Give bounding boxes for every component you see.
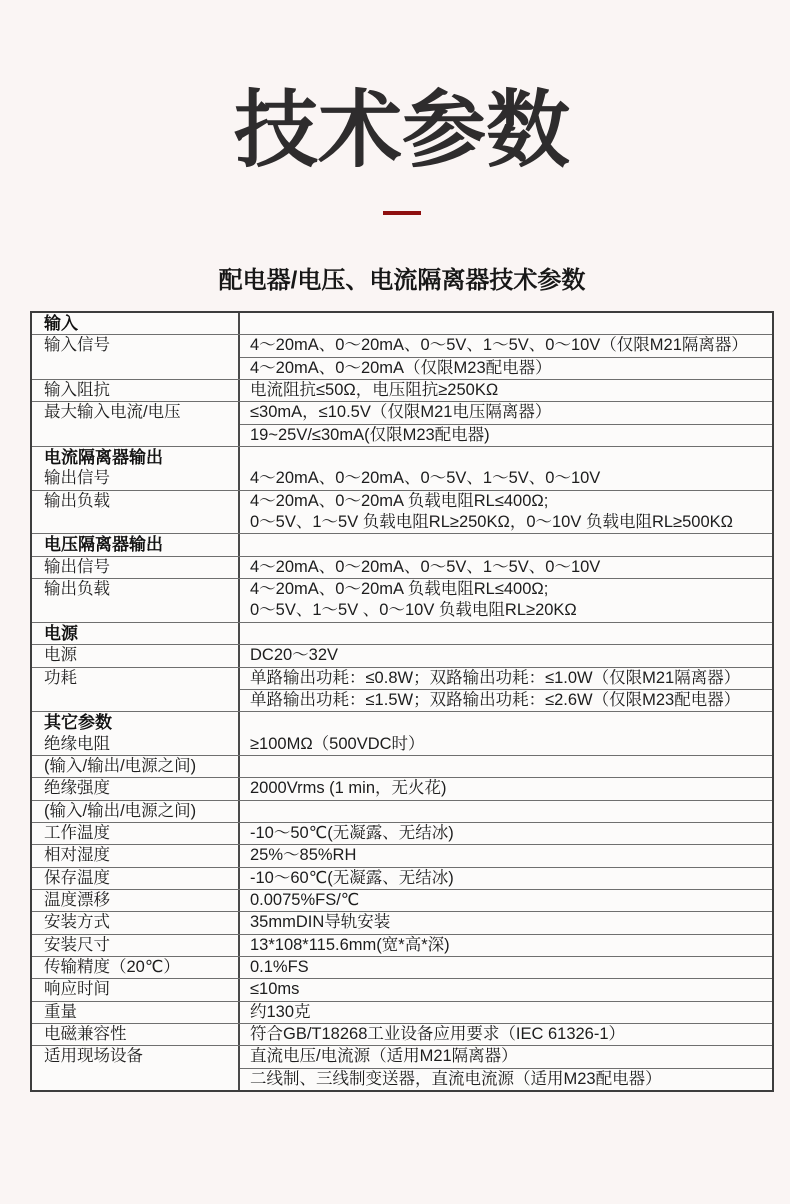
row-value-cell xyxy=(240,1002,772,1023)
row-label: 工作温度 xyxy=(44,823,110,842)
table-row xyxy=(32,622,772,644)
row-label-cell xyxy=(32,402,240,446)
row-value: ≥100MΩ（500VDC时） xyxy=(250,734,425,753)
row-value xyxy=(250,313,768,334)
row-label-cell xyxy=(32,756,240,777)
section-label: 电源 xyxy=(44,623,78,643)
row-value-cell xyxy=(240,979,772,1000)
table-row xyxy=(32,800,772,822)
row-value: 13*108*115.6mm(宽*高*深) xyxy=(250,935,450,954)
table-row xyxy=(32,911,772,933)
row-label-cell xyxy=(32,823,240,844)
row-label: 传输精度（20℃） xyxy=(44,957,180,976)
row-label-cell xyxy=(32,845,240,866)
table-subtitle: 配电器/电压、电流隔离器技术参数 xyxy=(218,267,586,294)
row-value-cell xyxy=(240,491,772,534)
row-label-cell xyxy=(32,623,240,644)
value-subcell xyxy=(240,756,772,777)
row-value-cell xyxy=(240,1024,772,1045)
row-label: 绝缘电阻 xyxy=(44,734,110,753)
row-label: 相对湿度 xyxy=(44,846,110,865)
row-value-cell xyxy=(240,890,772,911)
row-value: 4～20mA、0～20mA 负载电阻RL≤400Ω; xyxy=(250,491,549,510)
row-label-cell xyxy=(32,1002,240,1023)
row-label: (输入/输出/电源之间) xyxy=(44,756,197,775)
row-value-cell xyxy=(240,668,772,712)
table-row xyxy=(32,822,772,844)
title-divider-dash xyxy=(383,211,421,215)
row-value-cell xyxy=(240,447,772,490)
table-row xyxy=(32,334,772,379)
row-value: 4～20mA、0～20mA、0～5V、1～5V、0～10V xyxy=(250,557,601,576)
row-label: 输入信号 xyxy=(44,336,110,355)
row-label: 绝缘强度 xyxy=(44,779,110,798)
table-row xyxy=(32,379,772,401)
table-row xyxy=(32,934,772,956)
page-content xyxy=(30,83,774,1092)
value-subcell xyxy=(240,579,772,622)
table-row xyxy=(32,401,772,446)
row-value xyxy=(250,534,768,555)
row-value xyxy=(250,623,768,644)
row-value-cell xyxy=(240,402,772,446)
row-value: 25%～85%RH xyxy=(250,846,357,865)
value-subcell xyxy=(240,1046,772,1067)
value-subcell xyxy=(240,557,772,578)
row-value: -10～50℃(无凝露、无结冰) xyxy=(250,823,454,842)
value-subcell xyxy=(240,890,772,911)
table-row xyxy=(32,956,772,978)
page-title: 技术参数 xyxy=(233,83,570,177)
row-label-cell xyxy=(32,645,240,666)
row-value: 4～20mA、0～20mA、0～5V、1～5V、0～10V（仅限M21隔离器） xyxy=(250,336,748,355)
row-label: 输出信号 xyxy=(44,469,110,488)
value-subcell xyxy=(240,823,772,844)
value-subcell xyxy=(240,868,772,889)
value-subcell xyxy=(240,689,772,711)
row-label-cell xyxy=(32,979,240,1000)
row-value xyxy=(250,447,768,468)
row-label-cell xyxy=(32,534,240,555)
table-row xyxy=(32,755,772,777)
row-label-cell xyxy=(32,935,240,956)
row-value-cell xyxy=(240,335,772,379)
value-subcell xyxy=(240,912,772,933)
row-label-cell xyxy=(32,778,240,799)
row-label: 重量 xyxy=(44,1002,77,1021)
row-value-cell xyxy=(240,712,772,755)
table-row xyxy=(32,777,772,799)
value-subcell xyxy=(240,712,772,755)
value-subcell xyxy=(240,801,772,822)
row-label-cell xyxy=(32,313,240,334)
row-value: 符合GB/T18268工业设备应用要求（IEC 61326-1） xyxy=(250,1025,626,1043)
row-value: ≤10ms xyxy=(250,980,300,999)
table-row xyxy=(32,578,772,622)
value-subcell xyxy=(240,935,772,956)
row-value-cell xyxy=(240,623,772,644)
row-label: 适用现场设备 xyxy=(44,1047,143,1066)
value-subcell xyxy=(240,668,772,689)
value-subcell xyxy=(240,424,772,446)
row-label: 最大输入电流/电压 xyxy=(44,403,181,422)
row-value: 单路输出功耗：≤0.8W；双路输出功耗：≤1.0W（仅限M21隔离器） xyxy=(250,668,741,687)
value-subcell xyxy=(240,623,772,644)
value-subcell xyxy=(240,380,772,401)
row-value-cell xyxy=(240,957,772,978)
row-value-cell xyxy=(240,534,772,555)
spec-table xyxy=(30,311,774,1092)
table-row xyxy=(32,556,772,578)
row-label-cell xyxy=(32,957,240,978)
row-value-cell xyxy=(240,313,772,334)
row-label: 输出负载 xyxy=(44,491,110,510)
row-value-cell xyxy=(240,823,772,844)
row-label-cell xyxy=(32,801,240,822)
row-label-cell xyxy=(32,712,240,755)
row-label-cell xyxy=(32,380,240,401)
row-label-cell xyxy=(32,447,240,490)
row-label-cell xyxy=(32,890,240,911)
row-value-cell xyxy=(240,778,772,799)
row-value: 2000Vrms (1 min，无火花) xyxy=(250,779,447,798)
value-subcell xyxy=(240,645,772,666)
table-row xyxy=(32,490,772,534)
value-subcell xyxy=(240,447,772,490)
row-value: 0.1%FS xyxy=(250,957,309,976)
row-value-cell xyxy=(240,557,772,578)
table-row xyxy=(32,644,772,666)
row-label-cell xyxy=(32,335,240,379)
row-label: 电磁兼容性 xyxy=(44,1025,127,1043)
row-label-cell xyxy=(32,868,240,889)
row-label: 功耗 xyxy=(44,668,77,687)
row-value-cell xyxy=(240,1046,772,1090)
value-subcell xyxy=(240,491,772,534)
row-value: 0.0075%FS/℃ xyxy=(250,890,360,909)
row-value-cell xyxy=(240,845,772,866)
row-value-cell xyxy=(240,868,772,889)
row-label: 保存温度 xyxy=(44,868,110,887)
value-subcell xyxy=(240,845,772,866)
table-row xyxy=(32,1001,772,1023)
row-label-cell xyxy=(32,491,240,534)
row-label: 电源 xyxy=(44,646,77,665)
row-value: 二线制、三线制变送器，直流电流源（适用M23配电器） xyxy=(250,1069,662,1088)
table-row xyxy=(32,667,772,712)
value-subcell xyxy=(240,979,772,1000)
row-value xyxy=(250,712,768,733)
row-value-cell xyxy=(240,756,772,777)
row-value: 电流阻抗≤50Ω，电压阻抗≥250KΩ xyxy=(250,381,499,400)
table-row xyxy=(32,978,772,1000)
row-label: 温度漂移 xyxy=(44,890,110,909)
row-value xyxy=(250,801,768,822)
value-subcell xyxy=(240,357,772,379)
row-value-cell xyxy=(240,801,772,822)
section-label: 输入 xyxy=(44,314,78,333)
row-value-cell xyxy=(240,645,772,666)
value-subcell xyxy=(240,534,772,555)
row-label: 输出负载 xyxy=(44,580,110,599)
section-label: 电流隔离器输出 xyxy=(44,448,163,468)
row-value: DC20～32V xyxy=(250,646,339,665)
row-value: 19~25V/≤30mA(仅限M23配电器) xyxy=(250,425,490,444)
row-label: (输入/输出/电源之间) xyxy=(44,801,197,820)
table-row xyxy=(32,889,772,911)
row-label: 输入阻抗 xyxy=(44,381,110,400)
table-row xyxy=(32,313,772,334)
row-value: 4～20mA、0～20mA（仅限M23配电器） xyxy=(250,358,552,377)
section-label: 其它参数 xyxy=(44,713,112,733)
table-row xyxy=(32,446,772,490)
value-subcell xyxy=(240,402,772,423)
table-row xyxy=(32,711,772,755)
row-label-cell xyxy=(32,1046,240,1090)
row-value-cell xyxy=(240,912,772,933)
row-label: 安装方式 xyxy=(44,913,110,932)
row-value: 单路输出功耗：≤1.5W；双路输出功耗：≤2.6W（仅限M23配电器） xyxy=(250,690,741,709)
value-subcell xyxy=(240,335,772,356)
value-subcell xyxy=(240,1024,772,1045)
row-label-cell xyxy=(32,668,240,712)
row-value-cell xyxy=(240,935,772,956)
row-value: 直流电压/电流源（适用M21隔离器） xyxy=(250,1047,518,1066)
value-subcell xyxy=(240,1002,772,1023)
value-subcell xyxy=(240,957,772,978)
row-value: 4～20mA、0～20mA、0～5V、1～5V、0～10V xyxy=(250,469,601,488)
row-value: -10～60℃(无凝露、无结冰) xyxy=(250,868,454,887)
row-label-cell xyxy=(32,912,240,933)
table-row xyxy=(32,1023,772,1045)
table-row xyxy=(32,533,772,555)
row-label: 响应时间 xyxy=(44,980,110,999)
row-label-cell xyxy=(32,557,240,578)
section-label: 电压隔离器输出 xyxy=(44,535,163,555)
value-subcell xyxy=(240,313,772,334)
row-value-cell xyxy=(240,579,772,622)
row-label-cell xyxy=(32,579,240,622)
row-value-cell xyxy=(240,380,772,401)
row-label-cell xyxy=(32,1024,240,1045)
row-label: 安装尺寸 xyxy=(44,935,110,954)
table-row xyxy=(32,867,772,889)
table-row xyxy=(32,1045,772,1090)
row-value xyxy=(250,756,768,777)
value-subcell xyxy=(240,778,772,799)
table-row xyxy=(32,844,772,866)
row-value: 35mmDIN导轨安装 xyxy=(250,913,391,932)
row-value: ≤30mA，≤10.5V（仅限M21电压隔离器） xyxy=(250,403,552,422)
row-value: 0～5V、1～5V 负载电阻RL≥250KΩ，0～10V 负载电阻RL≥500KΩ xyxy=(250,513,733,532)
value-subcell xyxy=(240,1068,772,1090)
row-value: 4～20mA、0～20mA 负载电阻RL≤400Ω; xyxy=(250,580,549,599)
row-value: 0～5V、1～5V 、0～10V 负载电阻RL≥20KΩ xyxy=(250,601,577,620)
row-value: 约130克 xyxy=(250,1002,311,1021)
row-label: 输出信号 xyxy=(44,557,110,576)
